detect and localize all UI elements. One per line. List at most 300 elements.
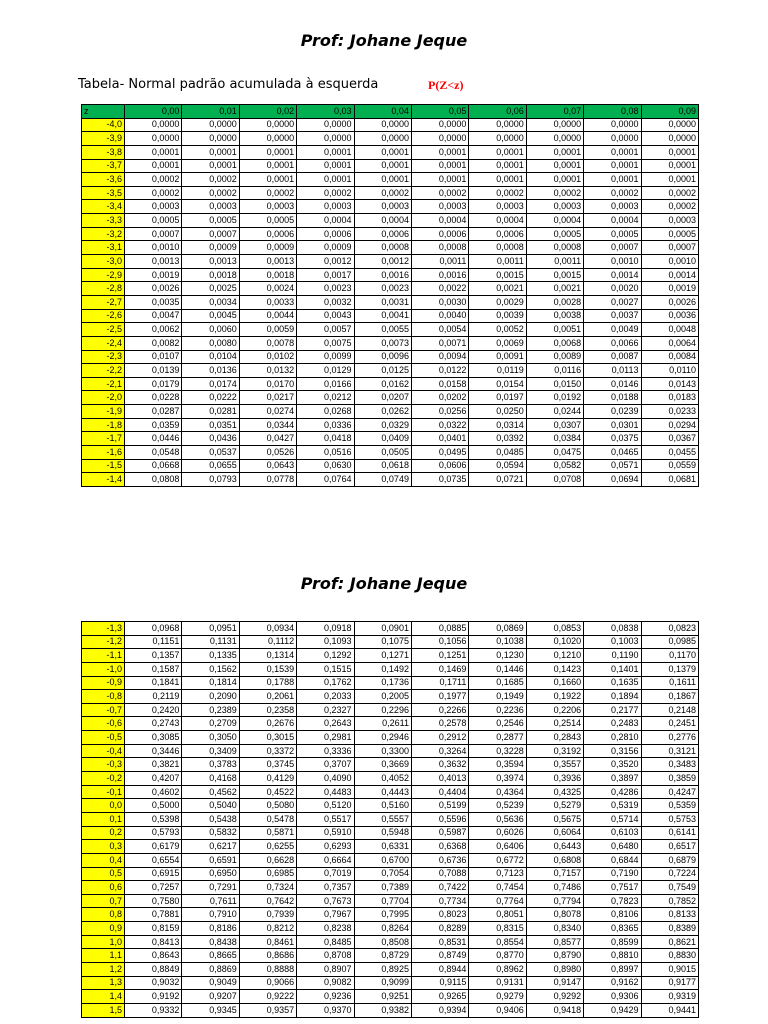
probability-cell: 0,0060 <box>182 323 239 337</box>
probability-cell: 0,0037 <box>584 309 641 323</box>
probability-cell: 0,0606 <box>411 459 468 473</box>
probability-cell: 0,6480 <box>584 840 641 854</box>
probability-cell: 0,6179 <box>125 840 182 854</box>
probability-cell: 0,0044 <box>239 309 296 323</box>
probability-cell: 0,5478 <box>239 812 296 826</box>
probability-cell: 0,0125 <box>354 364 411 378</box>
probability-cell: 0,0475 <box>526 446 583 460</box>
probability-cell: 0,9394 <box>411 1003 468 1017</box>
probability-cell: 0,8888 <box>239 963 296 977</box>
probability-cell: 0,0001 <box>641 145 698 159</box>
probability-cell: 0,7794 <box>526 894 583 908</box>
probability-cell: 0,1190 <box>584 649 641 663</box>
probability-cell: 0,8106 <box>584 908 641 922</box>
probability-cell: 0,9370 <box>297 1003 354 1017</box>
probability-cell: 0,0096 <box>354 350 411 364</box>
probability-cell: 0,5987 <box>411 826 468 840</box>
probability-cell: 0,7088 <box>411 867 468 881</box>
probability-cell: 0,8389 <box>641 922 698 936</box>
probability-cell: 0,5160 <box>354 799 411 813</box>
probability-cell: 0,1922 <box>526 690 583 704</box>
table-row <box>82 963 699 977</box>
z-value-cell: -1,1 <box>82 649 125 663</box>
probability-cell: 0,6591 <box>182 853 239 867</box>
probability-cell: 0,0262 <box>354 405 411 419</box>
probability-cell: 0,7673 <box>297 894 354 908</box>
z-value-cell: 0,3 <box>82 840 125 854</box>
probability-cell: 0,1210 <box>526 649 583 663</box>
probability-cell: 0,6368 <box>411 840 468 854</box>
probability-cell: 0,0013 <box>125 255 182 269</box>
probability-cell: 0,0668 <box>125 459 182 473</box>
probability-cell: 0,0401 <box>411 432 468 446</box>
probability-cell: 0,0015 <box>469 268 526 282</box>
probability-cell: 0,6406 <box>469 840 526 854</box>
table-row <box>82 1003 699 1017</box>
probability-cell: 0,8315 <box>469 922 526 936</box>
probability-cell: 0,0078 <box>239 336 296 350</box>
probability-cell: 0,6915 <box>125 867 182 881</box>
probability-cell: 0,0427 <box>239 432 296 446</box>
probability-cell: 0,3745 <box>239 758 296 772</box>
probability-cell: 0,1038 <box>469 635 526 649</box>
probability-cell: 0,4483 <box>297 785 354 799</box>
probability-cell: 0,7389 <box>354 881 411 895</box>
probability-cell: 0,0051 <box>526 323 583 337</box>
probability-cell: 0,0681 <box>641 473 698 487</box>
probability-cell: 0,2389 <box>182 703 239 717</box>
probability-cell: 0,0049 <box>584 323 641 337</box>
probability-cell: 0,0007 <box>125 227 182 241</box>
probability-cell: 0,8665 <box>182 949 239 963</box>
probability-cell: 0,0516 <box>297 446 354 460</box>
probability-cell: 0,0009 <box>239 241 296 255</box>
probability-cell: 0,0000 <box>469 118 526 132</box>
z-value-cell: -1,3 <box>82 622 125 636</box>
table-row <box>82 405 699 419</box>
probability-cell: 0,0000 <box>354 118 411 132</box>
probability-cell: 0,0003 <box>297 200 354 214</box>
probability-cell: 0,0110 <box>641 364 698 378</box>
probability-cell: 0,2206 <box>526 703 583 717</box>
probability-cell: 0,9279 <box>469 990 526 1004</box>
probability-cell: 0,0027 <box>584 295 641 309</box>
probability-cell: 0,1469 <box>411 662 468 676</box>
z-value-cell: -0,4 <box>82 744 125 758</box>
probability-cell: 0,1635 <box>584 676 641 690</box>
probability-cell: 0,5948 <box>354 826 411 840</box>
probability-cell: 0,0082 <box>125 336 182 350</box>
probability-cell: 0,0526 <box>239 446 296 460</box>
table-row <box>82 881 699 895</box>
probability-cell: 0,8485 <box>297 935 354 949</box>
probability-cell: 0,5910 <box>297 826 354 840</box>
probability-cell: 0,8599 <box>584 935 641 949</box>
probability-cell: 0,8643 <box>125 949 182 963</box>
probability-cell: 0,0013 <box>182 255 239 269</box>
probability-cell: 0,2266 <box>411 703 468 717</box>
probability-cell: 0,0055 <box>354 323 411 337</box>
probability-cell: 0,0005 <box>584 227 641 241</box>
probability-cell: 0,2177 <box>584 703 641 717</box>
probability-cell: 0,3409 <box>182 744 239 758</box>
probability-cell: 0,8686 <box>239 949 296 963</box>
probability-cell: 0,3446 <box>125 744 182 758</box>
probability-cell: 0,8413 <box>125 935 182 949</box>
probability-cell: 0,8531 <box>411 935 468 949</box>
probability-cell: 0,2119 <box>125 690 182 704</box>
probability-cell: 0,0059 <box>239 323 296 337</box>
table-row <box>82 935 699 949</box>
probability-cell: 0,0005 <box>239 214 296 228</box>
probability-cell: 0,7995 <box>354 908 411 922</box>
probability-cell: 0,6772 <box>469 853 526 867</box>
table-row <box>82 853 699 867</box>
probability-cell: 0,8907 <box>297 963 354 977</box>
page-title: Prof: Johane Jeque <box>300 31 468 50</box>
probability-cell: 0,7517 <box>584 881 641 895</box>
probability-cell: 0,5199 <box>411 799 468 813</box>
probability-cell: 0,0274 <box>239 405 296 419</box>
probability-cell: 0,4364 <box>469 785 526 799</box>
probability-cell: 0,9236 <box>297 990 354 1004</box>
probability-cell: 0,0000 <box>354 132 411 146</box>
z-value-cell: -2,7 <box>82 295 125 309</box>
probability-cell: 0,9418 <box>526 1003 583 1017</box>
z-value-cell: 0,2 <box>82 826 125 840</box>
probability-cell: 0,0951 <box>182 622 239 636</box>
page-title-repeat: Prof: Johane Jeque <box>300 574 468 593</box>
normal-table-part2 <box>81 621 699 1018</box>
table-header-row <box>82 105 699 119</box>
probability-cell: 0,2843 <box>526 731 583 745</box>
column-header: 0,00 <box>125 105 182 119</box>
probability-cell: 0,2148 <box>641 703 698 717</box>
probability-cell: 0,0001 <box>641 173 698 187</box>
probability-cell: 0,0548 <box>125 446 182 460</box>
probability-cell: 0,1170 <box>641 649 698 663</box>
probability-cell: 0,7019 <box>297 867 354 881</box>
probability-cell: 0,2611 <box>354 717 411 731</box>
table-row <box>82 785 699 799</box>
probability-cell: 0,3936 <box>526 772 583 786</box>
probability-cell: 0,0778 <box>239 473 296 487</box>
probability-cell: 0,0001 <box>526 159 583 173</box>
probability-cell: 0,9066 <box>239 976 296 990</box>
probability-cell: 0,8925 <box>354 963 411 977</box>
table-row <box>82 459 699 473</box>
probability-cell: 0,0075 <box>297 336 354 350</box>
column-header: 0,05 <box>411 105 468 119</box>
probability-cell: 0,0418 <box>297 432 354 446</box>
probability-cell: 0,0002 <box>125 186 182 200</box>
probability-cell: 0,0217 <box>239 391 296 405</box>
table-row <box>82 826 699 840</box>
probability-cell: 0,0003 <box>584 200 641 214</box>
probability-cell: 0,5753 <box>641 812 698 826</box>
probability-cell: 0,3300 <box>354 744 411 758</box>
probability-cell: 0,6103 <box>584 826 641 840</box>
probability-cell: 0,5239 <box>469 799 526 813</box>
table-row <box>82 703 699 717</box>
probability-cell: 0,8770 <box>469 949 526 963</box>
probability-cell: 0,0084 <box>641 350 698 364</box>
probability-cell: 0,0104 <box>182 350 239 364</box>
probability-cell: 0,0010 <box>125 241 182 255</box>
probability-cell: 0,0721 <box>469 473 526 487</box>
probability-cell: 0,6844 <box>584 853 641 867</box>
probability-cell: 0,2514 <box>526 717 583 731</box>
probability-cell: 0,0179 <box>125 377 182 391</box>
normal-table-part1 <box>81 104 699 487</box>
probability-cell: 0,0001 <box>182 145 239 159</box>
probability-cell: 0,0485 <box>469 446 526 460</box>
probability-cell: 0,7580 <box>125 894 182 908</box>
probability-cell: 0,5120 <box>297 799 354 813</box>
z-value-cell: -0,7 <box>82 703 125 717</box>
probability-cell: 0,0001 <box>239 159 296 173</box>
probability-cell: 0,0000 <box>584 132 641 146</box>
table-row <box>82 227 699 241</box>
probability-cell: 0,4090 <box>297 772 354 786</box>
probability-cell: 0,0025 <box>182 282 239 296</box>
probability-cell: 0,7454 <box>469 881 526 895</box>
probability-cell: 0,0054 <box>411 323 468 337</box>
probability-cell: 0,0294 <box>641 418 698 432</box>
probability-cell: 0,4286 <box>584 785 641 799</box>
probability-cell: 0,0150 <box>526 377 583 391</box>
probability-cell: 0,0174 <box>182 377 239 391</box>
probability-cell: 0,0062 <box>125 323 182 337</box>
probability-cell: 0,0901 <box>354 622 411 636</box>
probability-cell: 0,0107 <box>125 350 182 364</box>
table-row <box>82 255 699 269</box>
probability-cell: 0,0003 <box>125 200 182 214</box>
probability-cell: 0,1841 <box>125 676 182 690</box>
probability-cell: 0,0001 <box>354 173 411 187</box>
probability-cell: 0,7642 <box>239 894 296 908</box>
probability-cell: 0,1020 <box>526 635 583 649</box>
probability-cell: 0,1151 <box>125 635 182 649</box>
probability-cell: 0,0643 <box>239 459 296 473</box>
probability-cell: 0,0047 <box>125 309 182 323</box>
table-row <box>82 418 699 432</box>
table-row <box>82 473 699 487</box>
table-row <box>82 622 699 636</box>
probability-cell: 0,0022 <box>411 282 468 296</box>
probability-cell: 0,1056 <box>411 635 468 649</box>
probability-cell: 0,8621 <box>641 935 698 949</box>
probability-cell: 0,2776 <box>641 731 698 745</box>
probability-cell: 0,0004 <box>411 214 468 228</box>
probability-cell: 0,0018 <box>239 268 296 282</box>
probability-cell: 0,6985 <box>239 867 296 881</box>
probability-cell: 0,9265 <box>411 990 468 1004</box>
probability-cell: 0,0017 <box>297 268 354 282</box>
probability-cell: 0,8438 <box>182 935 239 949</box>
probability-cell: 0,0014 <box>584 268 641 282</box>
z-value-cell: -3,1 <box>82 241 125 255</box>
probability-cell: 0,1977 <box>411 690 468 704</box>
probability-cell: 0,1003 <box>584 635 641 649</box>
probability-cell: 0,0002 <box>297 186 354 200</box>
probability-cell: 0,0099 <box>297 350 354 364</box>
probability-cell: 0,9306 <box>584 990 641 1004</box>
probability-cell: 0,0207 <box>354 391 411 405</box>
probability-cell: 0,9131 <box>469 976 526 990</box>
probability-cell: 0,2483 <box>584 717 641 731</box>
z-value-cell: -0,2 <box>82 772 125 786</box>
z-value-cell: 0,0 <box>82 799 125 813</box>
probability-cell: 0,3859 <box>641 772 698 786</box>
z-value-cell: -1,4 <box>82 473 125 487</box>
z-value-cell: -3,9 <box>82 132 125 146</box>
probability-cell: 0,1492 <box>354 662 411 676</box>
probability-cell: 0,0010 <box>584 255 641 269</box>
probability-cell: 0,0694 <box>584 473 641 487</box>
probability-cell: 0,8133 <box>641 908 698 922</box>
probability-cell: 0,0003 <box>354 200 411 214</box>
probability-cell: 0,0007 <box>584 241 641 255</box>
probability-cell: 0,0002 <box>526 186 583 200</box>
probability-cell: 0,0009 <box>182 241 239 255</box>
probability-cell: 0,0001 <box>641 159 698 173</box>
probability-cell: 0,4129 <box>239 772 296 786</box>
z-value-cell: -1,0 <box>82 662 125 676</box>
probability-cell: 0,0080 <box>182 336 239 350</box>
probability-cell: 0,1685 <box>469 676 526 690</box>
z-value-cell: -3,2 <box>82 227 125 241</box>
probability-cell: 0,0314 <box>469 418 526 432</box>
probability-cell: 0,0057 <box>297 323 354 337</box>
column-header: 0,09 <box>641 105 698 119</box>
probability-cell: 0,4168 <box>182 772 239 786</box>
table-row <box>82 908 699 922</box>
probability-cell: 0,0003 <box>239 200 296 214</box>
probability-cell: 0,0005 <box>125 214 182 228</box>
probability-cell: 0,0154 <box>469 377 526 391</box>
probability-cell: 0,0158 <box>411 377 468 391</box>
probability-cell: 0,0039 <box>469 309 526 323</box>
probability-cell: 0,0020 <box>584 282 641 296</box>
probability-cell: 0,6554 <box>125 853 182 867</box>
probability-cell: 0,0001 <box>411 173 468 187</box>
z-value-cell: -1,8 <box>82 418 125 432</box>
probability-cell: 0,0139 <box>125 364 182 378</box>
probability-cell: 0,2090 <box>182 690 239 704</box>
z-value-cell: 1,3 <box>82 976 125 990</box>
probability-cell: 0,1711 <box>411 676 468 690</box>
probability-cell: 0,0001 <box>297 173 354 187</box>
probability-cell: 0,7157 <box>526 867 583 881</box>
probability-cell: 0,0003 <box>641 214 698 228</box>
probability-cell: 0,0122 <box>411 364 468 378</box>
z-value-cell: -4,0 <box>82 118 125 132</box>
probability-cell: 0,0188 <box>584 391 641 405</box>
probability-cell: 0,3015 <box>239 731 296 745</box>
probability-cell: 0,0166 <box>297 377 354 391</box>
z-value-cell: -1,9 <box>82 405 125 419</box>
probability-cell: 0,5832 <box>182 826 239 840</box>
probability-cell: 0,1292 <box>297 649 354 663</box>
probability-cell: 0,7764 <box>469 894 526 908</box>
probability-cell: 0,6255 <box>239 840 296 854</box>
probability-cell: 0,0582 <box>526 459 583 473</box>
probability-cell: 0,0375 <box>584 432 641 446</box>
probability-cell: 0,9429 <box>584 1003 641 1017</box>
probability-cell: 0,0885 <box>411 622 468 636</box>
table-row <box>82 717 699 731</box>
probability-cell: 0,0023 <box>354 282 411 296</box>
probability-cell: 0,3050 <box>182 731 239 745</box>
probability-cell: 0,0002 <box>584 186 641 200</box>
probability-cell: 0,0004 <box>469 214 526 228</box>
z-value-cell: -0,8 <box>82 690 125 704</box>
z-value-cell: -0,1 <box>82 785 125 799</box>
probability-cell: 0,0016 <box>354 268 411 282</box>
probability-cell: 0,9082 <box>297 976 354 990</box>
probability-cell: 0,8159 <box>125 922 182 936</box>
probability-cell: 0,1112 <box>239 635 296 649</box>
probability-cell: 0,6628 <box>239 853 296 867</box>
probability-cell: 0,9319 <box>641 990 698 1004</box>
probability-cell: 0,7257 <box>125 881 182 895</box>
probability-cell: 0,0823 <box>641 622 698 636</box>
table-row <box>82 132 699 146</box>
probability-cell: 0,8340 <box>526 922 583 936</box>
probability-cell: 0,0001 <box>239 173 296 187</box>
probability-cell: 0,0630 <box>297 459 354 473</box>
probability-cell: 0,0001 <box>125 145 182 159</box>
z-value-cell: -3,8 <box>82 145 125 159</box>
probability-cell: 0,4325 <box>526 785 583 799</box>
probability-cell: 0,8264 <box>354 922 411 936</box>
probability-cell: 0,0013 <box>239 255 296 269</box>
probability-cell: 0,0001 <box>297 145 354 159</box>
probability-cell: 0,0034 <box>182 295 239 309</box>
probability-cell: 0,4602 <box>125 785 182 799</box>
probability-cell: 0,2005 <box>354 690 411 704</box>
table-row <box>82 364 699 378</box>
probability-cell: 0,8849 <box>125 963 182 977</box>
z-value-cell: -0,5 <box>82 731 125 745</box>
probability-cell: 0,0008 <box>354 241 411 255</box>
table-row <box>82 391 699 405</box>
probability-cell: 0,0038 <box>526 309 583 323</box>
probability-cell: 0,5279 <box>526 799 583 813</box>
column-header: 0,06 <box>469 105 526 119</box>
probability-cell: 0,0749 <box>354 473 411 487</box>
probability-cell: 0,1736 <box>354 676 411 690</box>
probability-cell: 0,0367 <box>641 432 698 446</box>
probability-cell: 0,6517 <box>641 840 698 854</box>
table-row <box>82 309 699 323</box>
probability-cell: 0,0000 <box>297 118 354 132</box>
probability-cell: 0,2877 <box>469 731 526 745</box>
probability-cell: 0,5000 <box>125 799 182 813</box>
probability-cell: 0,7881 <box>125 908 182 922</box>
table-row <box>82 282 699 296</box>
probability-cell: 0,1788 <box>239 676 296 690</box>
probability-cell: 0,0014 <box>641 268 698 282</box>
probability-cell: 0,0119 <box>469 364 526 378</box>
probability-cell: 0,0029 <box>469 295 526 309</box>
probability-cell: 0,0016 <box>411 268 468 282</box>
probability-cell: 0,6331 <box>354 840 411 854</box>
probability-cell: 0,0281 <box>182 405 239 419</box>
probability-cell: 0,0000 <box>584 118 641 132</box>
probability-cell: 0,0113 <box>584 364 641 378</box>
